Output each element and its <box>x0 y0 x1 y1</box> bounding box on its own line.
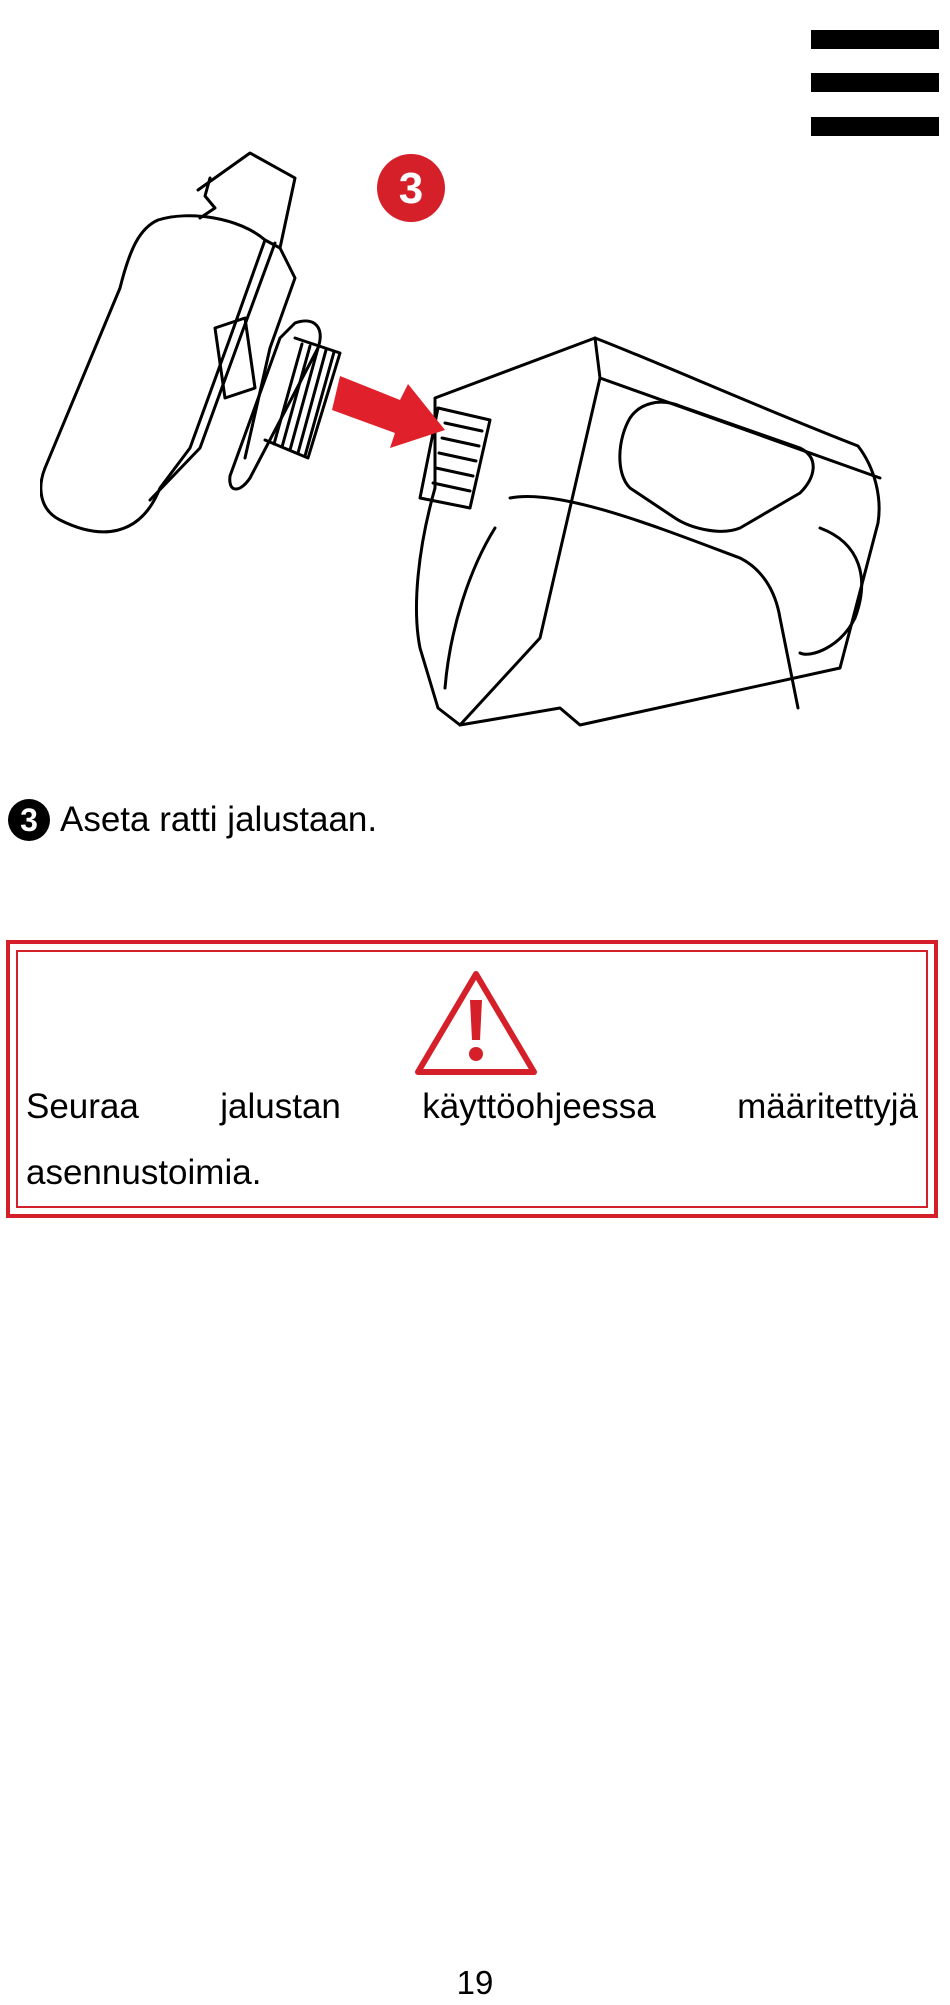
menu-bar-middle <box>811 73 939 92</box>
mounting-illustration <box>40 148 920 780</box>
hamburger-menu-icon <box>811 30 939 49</box>
warning-triangle-icon <box>414 970 538 1076</box>
step-text: Aseta ratti jalustaan. <box>60 800 378 839</box>
menu-button[interactable] <box>811 30 939 136</box>
warning-text: Seuraa jalustan käyttöohjeessa määritettyjä asennustoimia. <box>26 1087 918 1192</box>
direction-arrow-icon <box>332 376 445 448</box>
step-badge-label: 3 <box>398 164 424 213</box>
menu-bar-bottom <box>811 117 939 136</box>
step-instruction <box>8 797 377 843</box>
warning-box <box>6 940 938 1218</box>
page-number: 19 <box>456 1964 494 2001</box>
step-bullet: 3 <box>8 799 50 841</box>
